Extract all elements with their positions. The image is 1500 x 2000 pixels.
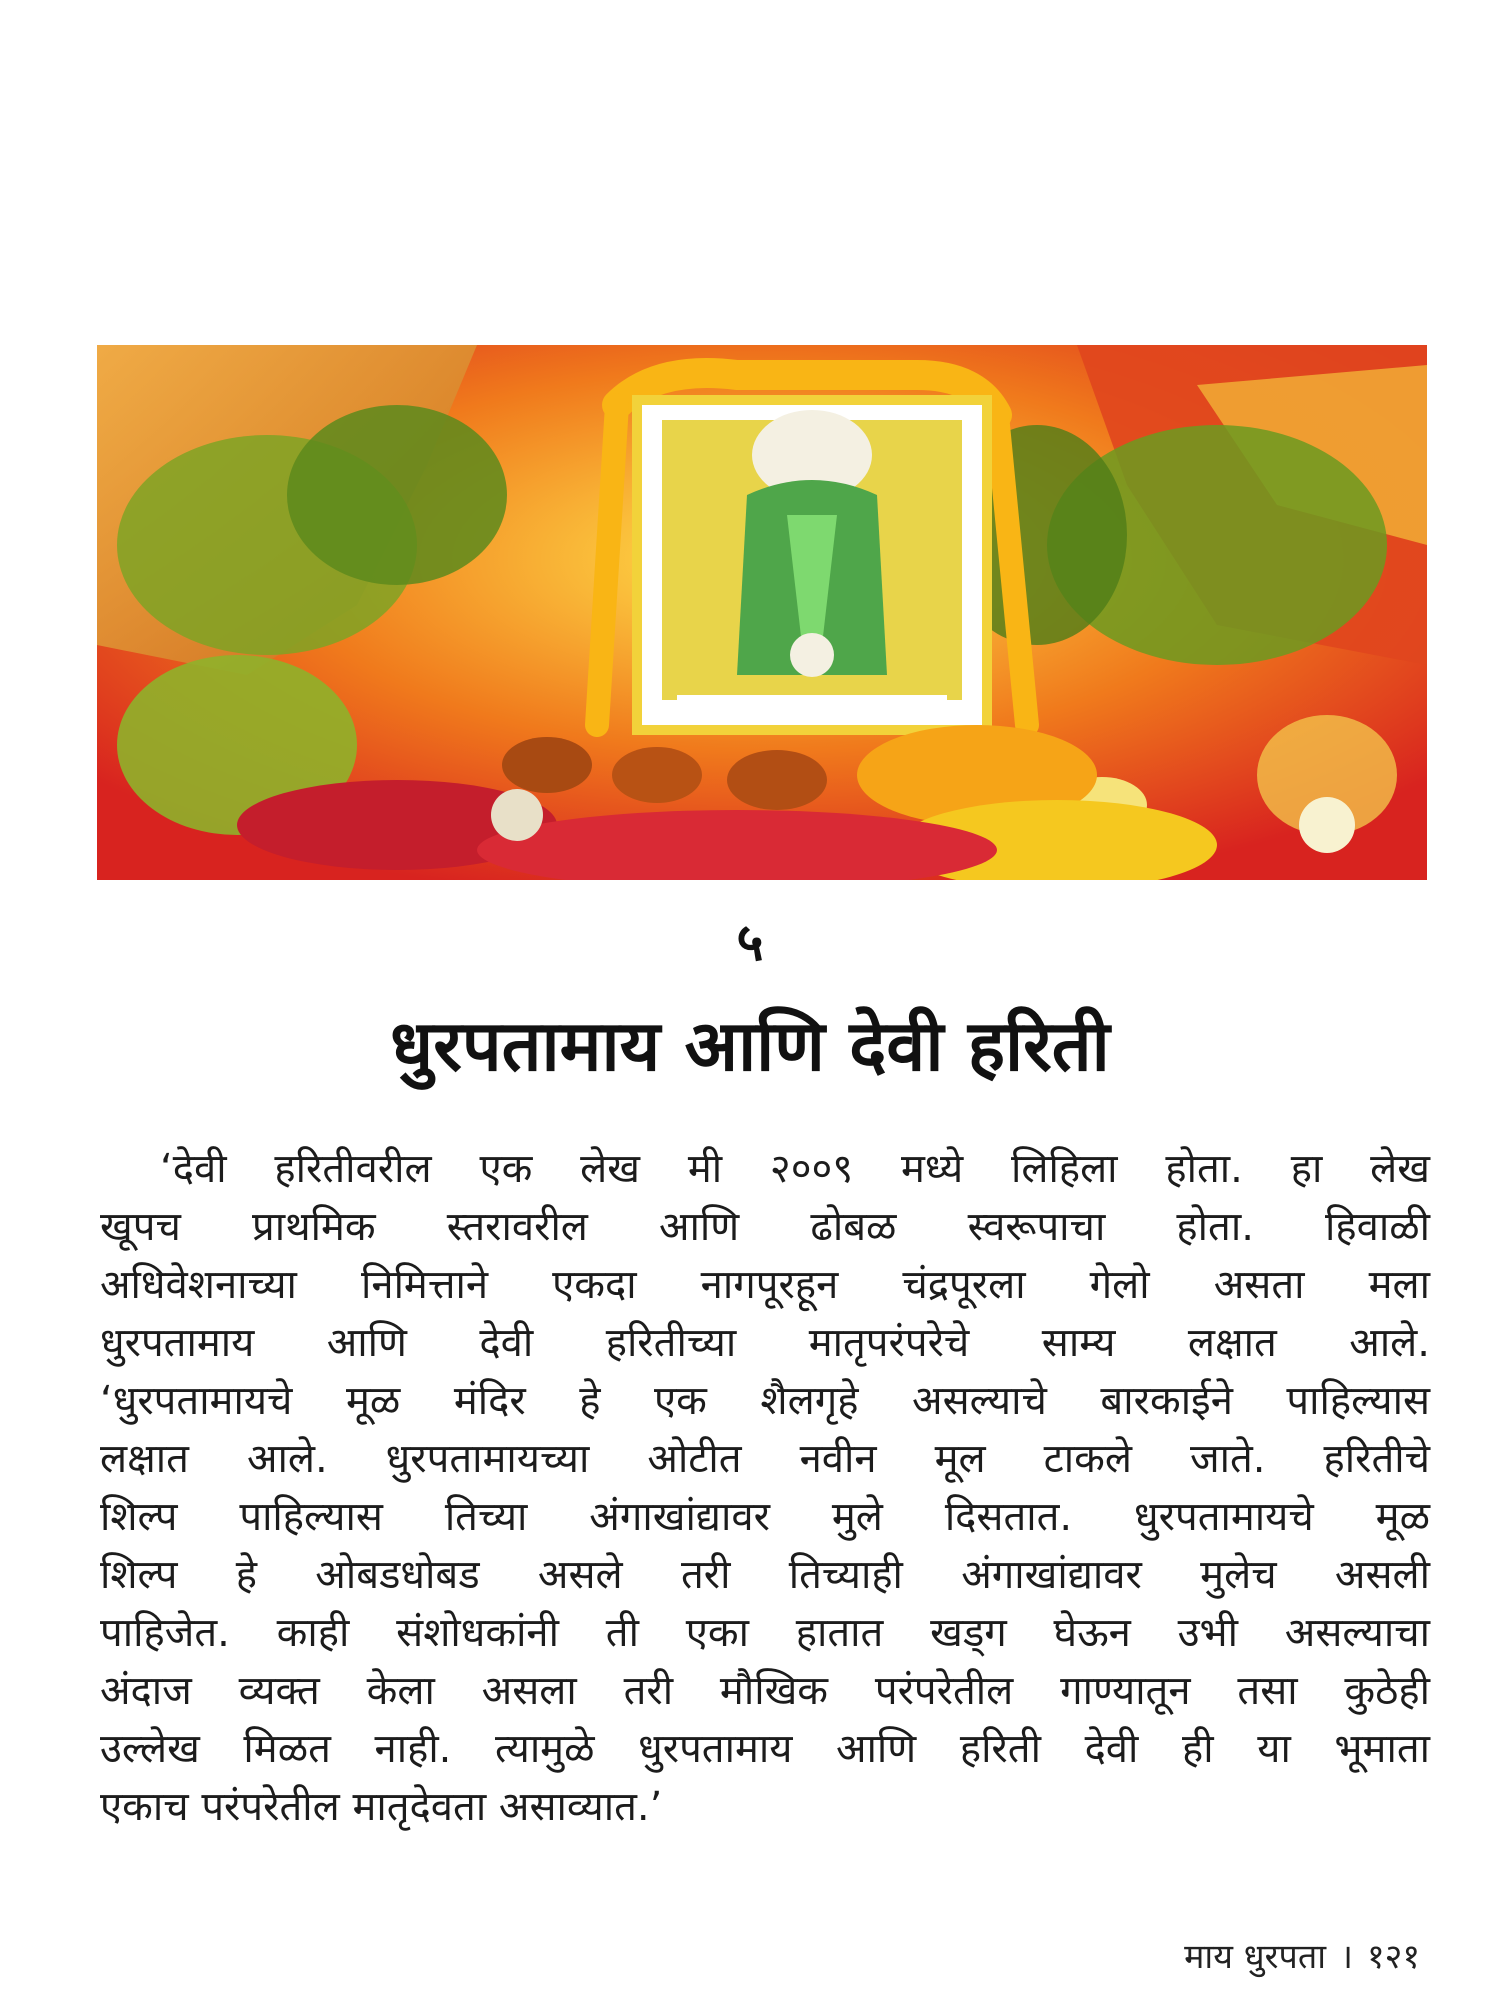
footer-book-title: माय धुरपता bbox=[1184, 1937, 1327, 1977]
body-line: अधिवेशनाच्या निमित्ताने एकदा नागपूरहून चंद्रपूरला गेलो असता मला bbox=[100, 1262, 1430, 1308]
shrine-photo bbox=[97, 345, 1427, 880]
body-line: धुरपतामाय आणि देवी हरितीच्या मातृपरंपरेचे साम्य लक्षात आले. bbox=[100, 1320, 1430, 1366]
chapter-title: धुरपतामाय आणि देवी हरिती bbox=[390, 1005, 1110, 1087]
chapter-number: ५ bbox=[736, 913, 764, 973]
shrine-photo-illustration bbox=[97, 345, 1427, 880]
body-line: ‘धुरपतामायचे मूळ मंदिर हे एक शैलगृहे असल्याचे बारकाईने पाहिल्यास bbox=[100, 1378, 1430, 1424]
footer-separator: । bbox=[1340, 1937, 1353, 1977]
footer-page-number: १२१ bbox=[1366, 1937, 1420, 1977]
body-line: खूपच प्राथमिक स्तरावरील आणि ढोबळ स्वरूपाचा होता. हिवाळी bbox=[100, 1204, 1430, 1250]
body-line: अंदाज व्यक्त केला असला तरी मौखिक परंपरेतील गाण्यातून तसा कुठेही bbox=[100, 1668, 1430, 1714]
body-line: शिल्प हे ओबडधोबड असले तरी तिच्याही अंगाखांद्यावर मुलेच असली bbox=[100, 1552, 1430, 1598]
body-line: शिल्प पाहिल्यास तिच्या अंगाखांद्यावर मुले दिसतात. धुरपतामायचे मूळ bbox=[100, 1494, 1430, 1540]
body-line: ‘देवी हरितीवरील एक लेख मी २००९ मध्ये लिहिला होता. हा लेख bbox=[160, 1146, 1430, 1192]
body-line: एकाच परंपरेतील मातृदेवता असाव्यात.’ bbox=[100, 1784, 663, 1830]
body-line: लक्षात आले. धुरपतामायच्या ओटीत नवीन मूल टाकले जाते. हरितीचे bbox=[100, 1436, 1430, 1482]
chapter-body bbox=[100, 1140, 1430, 1836]
page-footer bbox=[1184, 1932, 1420, 1978]
body-line: पाहिजेत. काही संशोधकांनी ती एका हातात खड्ग घेऊन उभी असल्याचा bbox=[100, 1610, 1430, 1656]
body-line: उल्लेख मिळत नाही. त्यामुळे धुरपतामाय आणि हरिती देवी ही या भूमाता bbox=[100, 1726, 1430, 1772]
